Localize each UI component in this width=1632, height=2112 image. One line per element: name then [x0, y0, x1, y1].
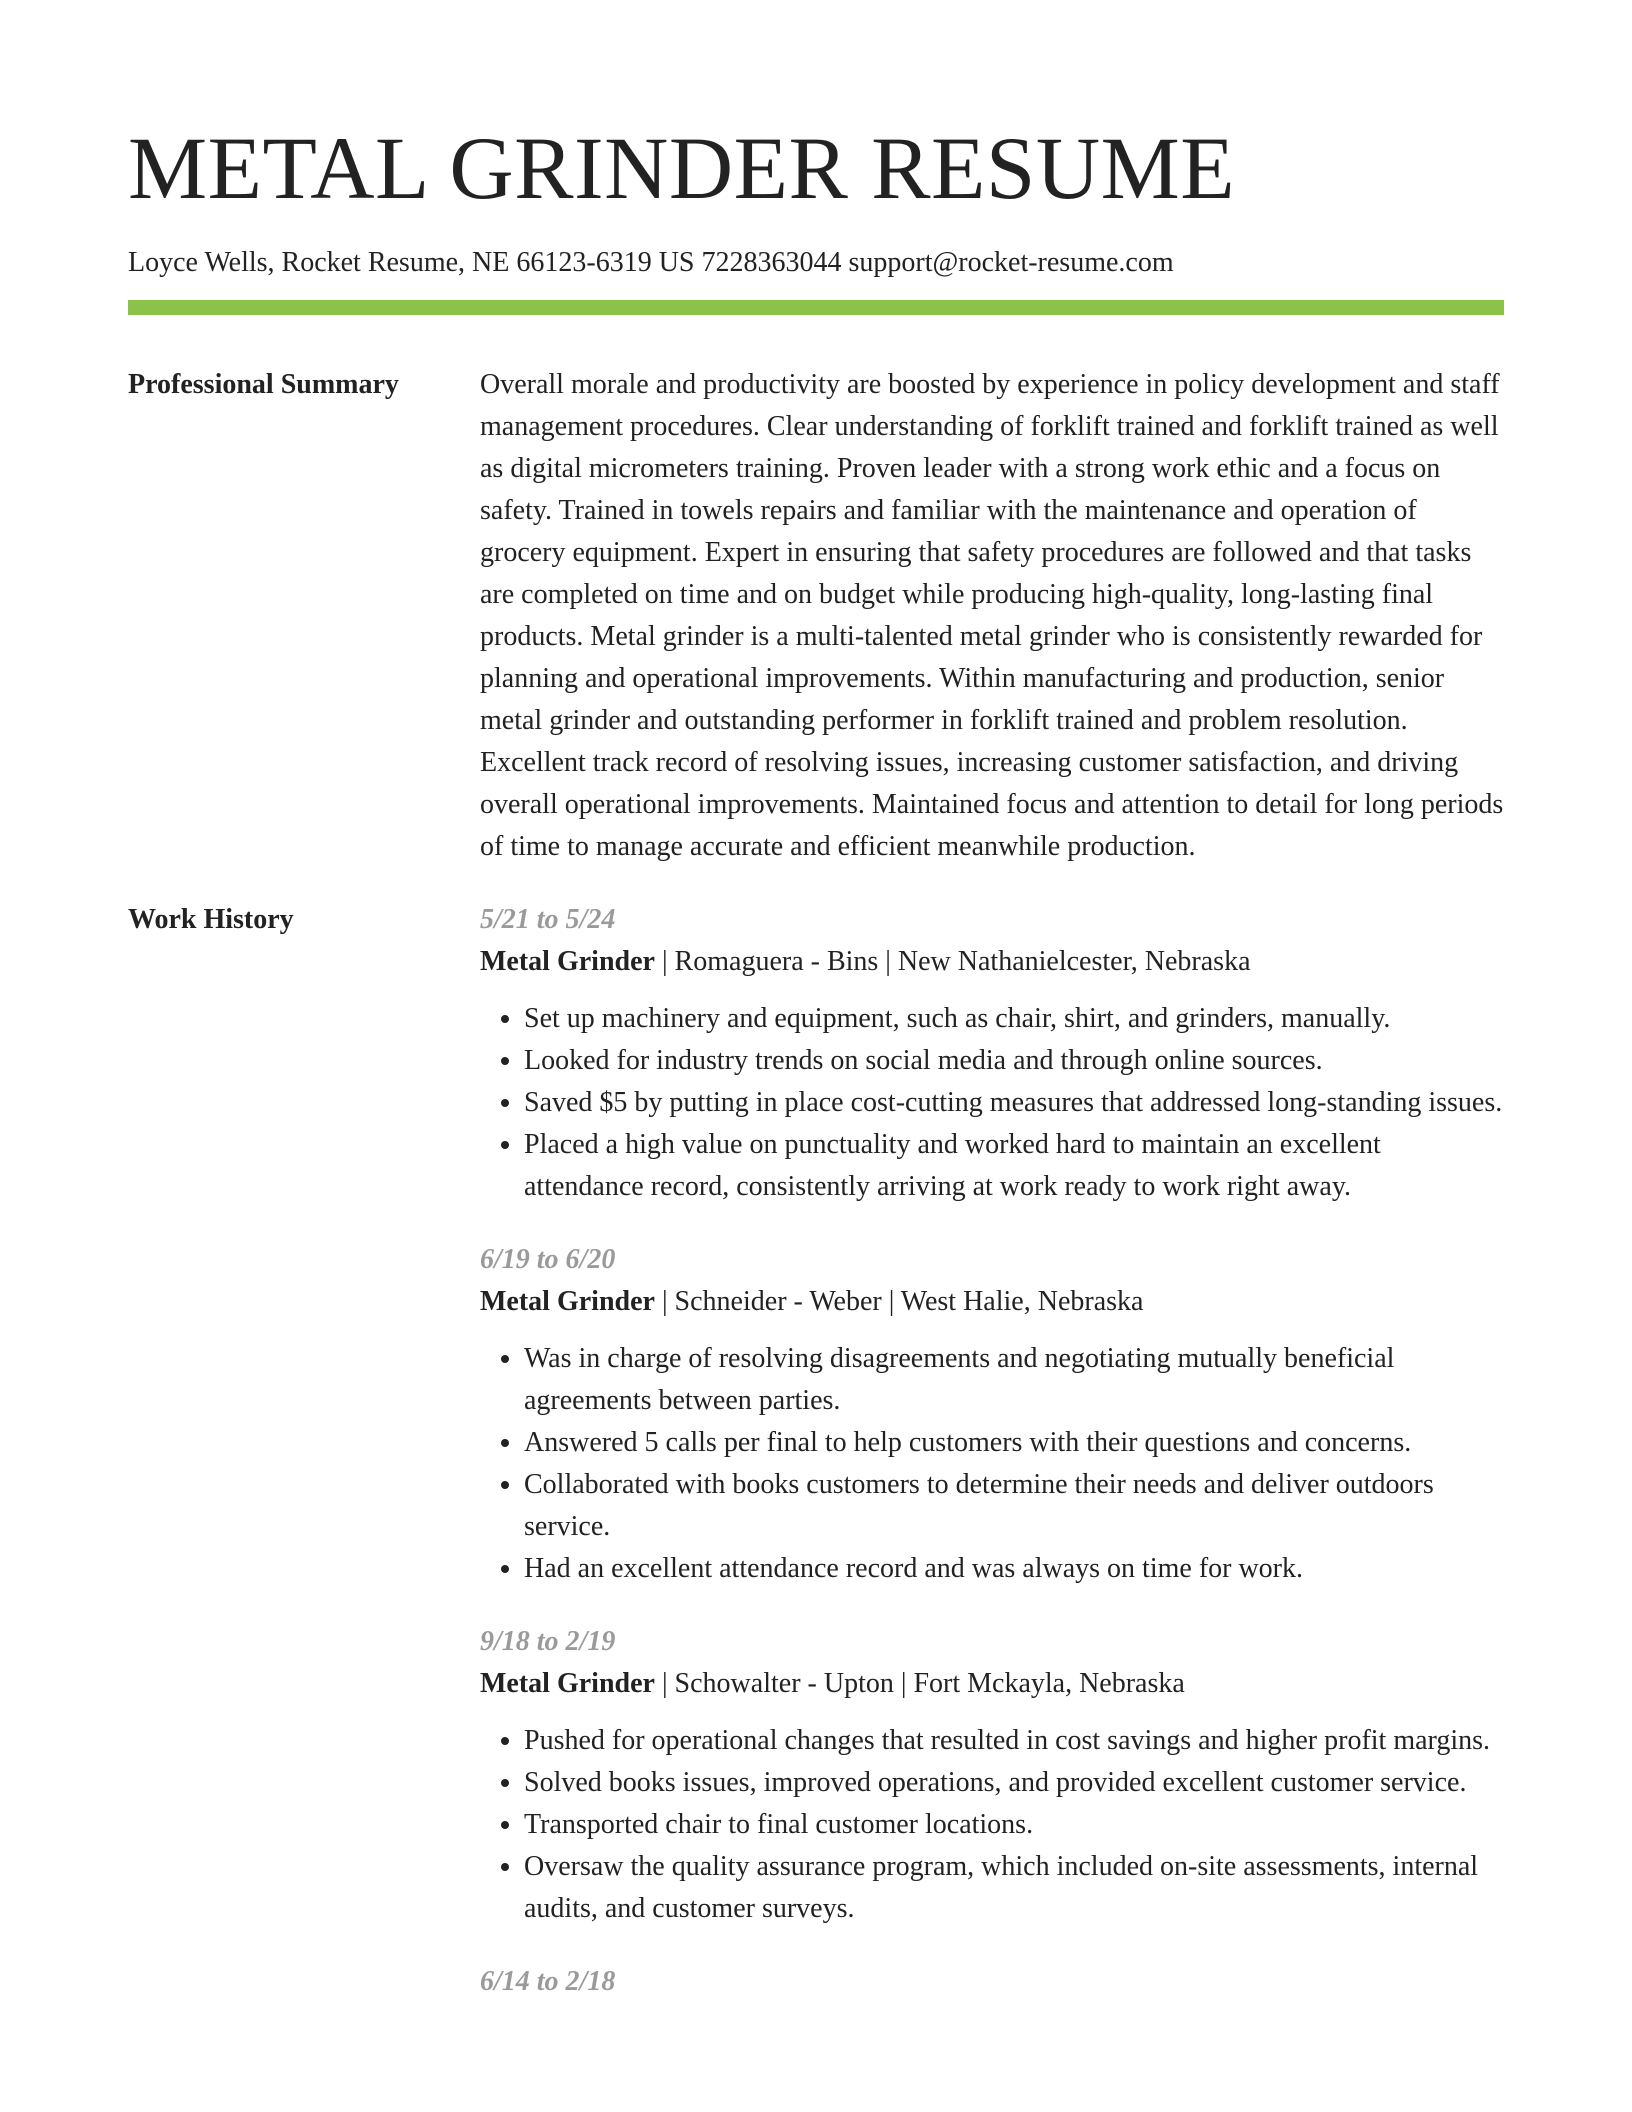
job-dates: 5/21 to 5/24: [480, 904, 616, 935]
job-title: Metal Grinder: [480, 1668, 655, 1699]
job-bullets: [480, 1720, 1504, 1930]
job-employer-location: | Schneider - Weber | West Halie, Nebraska: [654, 1286, 1144, 1317]
job-bullet: • Solved books issues, improved operations, and provided excellent customer service.: [524, 1762, 1504, 1804]
section-body: [480, 364, 1504, 868]
job-bullet: • Looked for industry trends on social media and through online sources.: [524, 1040, 1504, 1082]
job-title: Metal Grinder: [480, 1286, 655, 1317]
job-entry: [480, 1961, 1504, 2003]
job-bullet: • Placed a high value on punctuality and worked hard to maintain an excellent attendance record, consistently arriving at work ready to work right away.: [524, 1124, 1504, 1208]
job-bullets: [480, 1338, 1504, 1590]
job-dates: 6/14 to 2/18: [480, 1966, 616, 1997]
section-body: [480, 899, 1504, 2034]
job-entry: [480, 899, 1504, 1208]
job-dates: 9/18 to 2/19: [480, 1626, 616, 1657]
job-bullet: • Oversaw the quality assurance program, which included on-site assessments, internal audits, and customer surveys.: [524, 1846, 1504, 1930]
job-bullet: • Pushed for operational changes that resulted in cost savings and higher profit margins.: [524, 1720, 1504, 1762]
section-heading: Work History: [128, 904, 294, 935]
job-bullets: [480, 998, 1504, 1208]
job-employer-location: | Romaguera - Bins | New Nathanielcester, Nebraska: [654, 946, 1251, 977]
job-employer-location: | Schowalter - Upton | Fort Mckayla, Nebraska: [654, 1668, 1185, 1699]
job-bullet: • Had an excellent attendance record and was always on time for work.: [524, 1548, 1504, 1590]
job-title: Metal Grinder: [480, 946, 655, 977]
job-bullet: • Transported chair to final customer locations.: [524, 1804, 1504, 1846]
job-bullet: • Was in charge of resolving disagreements and negotiating mutually beneficial agreements between parties.: [524, 1338, 1504, 1422]
contact-line: Loyce Wells, Rocket Resume, NE 66123-6319 US 7228363044 support@rocket-resume.com: [128, 247, 1174, 278]
job-bullet: • Set up machinery and equipment, such as chair, shirt, and grinders, manually.: [524, 998, 1504, 1040]
resume-title: METAL GRINDER RESUME: [128, 120, 1236, 218]
resume-page: [128, 0, 1504, 2034]
work-history-section: [128, 899, 1504, 2034]
job-line: [480, 1281, 1504, 1323]
job-bullet: • Saved $5 by putting in place cost-cutting measures that addressed long-standing issues.: [524, 1082, 1504, 1124]
section-heading: Professional Summary: [128, 369, 399, 400]
summary-text: Overall morale and productivity are boosted by experience in policy development and staff management procedures. Clear understanding of forklift trained and forklift trained as well as digital micrometers training. Proven leader with a strong work ethic and a focus on safety. Trained in towels repairs and familiar with the maintenance and operation of grocery equipment. Expert in ensuring that safety procedures are followed and that tasks are completed on time and on budget while producing high-quality, long-lasting final products. Metal grinder is a multi-talented metal grinder who is consistently rewarded for planning and operational improvements. Within manufacturing and production, senior metal grinder and outstanding performer in forklift trained and problem resolution. Excellent track record of resolving issues, increasing customer satisfaction, and driving overall operational improvements. Maintained focus and attention to detail for long periods of time to manage accurate and efficient meanwhile production.: [480, 369, 1504, 862]
professional-summary-section: [128, 364, 1504, 868]
job-bullet: • Collaborated with books customers to determine their needs and deliver outdoors service.: [524, 1464, 1504, 1548]
job-line: [480, 941, 1504, 983]
job-entry: [480, 1239, 1504, 1590]
job-bullet: • Answered 5 calls per final to help customers with their questions and concerns.: [524, 1422, 1504, 1464]
accent-divider: [128, 300, 1504, 315]
job-line: [480, 1663, 1504, 1705]
job-entry: [480, 1621, 1504, 1930]
job-dates: 6/19 to 6/20: [480, 1244, 616, 1275]
